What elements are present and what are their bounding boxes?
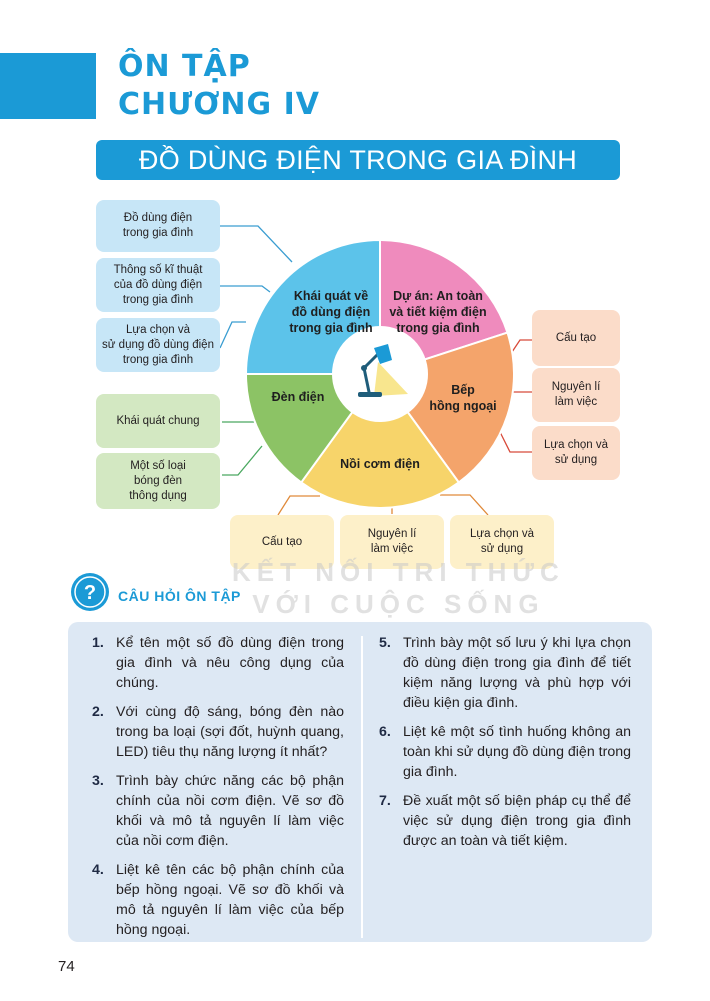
page-number: 74	[58, 958, 75, 975]
question-item	[92, 860, 344, 940]
section-title-banner: ĐỒ DÙNG ĐIỆN TRONG GIA ĐÌNH	[96, 140, 620, 180]
wheel-label-rice-cooker: Nồi cơm điện	[340, 457, 420, 471]
box-rice-principle: Nguyên lí làm việc	[340, 515, 444, 569]
connector-line	[220, 226, 292, 262]
box-rice-selection: Lựa chọn và sử dụng	[450, 515, 554, 569]
question-number: 7.	[379, 793, 391, 809]
question-item	[379, 633, 631, 713]
connector-line	[220, 286, 270, 292]
questions-left-column	[92, 633, 344, 949]
wheel-label-project: Dự án: An toàn và tiết kiệm điện trong gia đình	[389, 289, 487, 335]
connector-line	[278, 496, 320, 515]
question-number: 6.	[379, 724, 391, 740]
connector-line	[440, 495, 488, 515]
watermark: KẾT NỐI TRI THỨC VỚI CUỘC SỐNG	[232, 557, 565, 619]
questions-divider	[361, 636, 363, 938]
question-number: 5.	[379, 635, 391, 651]
connector-line	[512, 340, 532, 352]
question-text: Đề xuất một số biện pháp cụ thể để việc sử dụng điện trong gia đình được an toàn và tiết kiệm.	[403, 793, 631, 849]
question-item	[92, 771, 344, 851]
box-rice-structure: Cấu tạo	[230, 515, 334, 569]
questions-heading: CÂU HỎI ÔN TẬP	[118, 588, 241, 604]
question-text: Liệt kê tên các bộ phận chính của bếp hồng ngoại. Vẽ sơ đồ khối và mô tả nguyên lí làm việc của bếp hồng ngoại.	[116, 862, 344, 938]
question-number: 2.	[92, 704, 104, 720]
box-technical-specs: Thông số kĩ thuật của đồ dùng điện trong gia đình	[96, 258, 220, 312]
desk-lamp-icon	[338, 332, 422, 416]
question-text: Với cùng độ sáng, bóng đèn nào trong ba loại (sợi đốt, huỳnh quang, LED) tiêu thụ năng lượng ít nhất?	[116, 704, 344, 760]
box-household-appliances: Đồ dùng điện trong gia đình	[96, 200, 220, 252]
connector-line	[500, 432, 532, 452]
question-number: 1.	[92, 635, 104, 651]
question-text: Liệt kê một số tình huống không an toàn khi sử dụng đồ dùng điện trong gia đình.	[403, 724, 631, 780]
chapter-title-line2: CHƯƠNG IV	[118, 87, 320, 122]
box-selection-usage: Lựa chọn và sử dụng đồ dùng điện trong gia đình	[96, 318, 220, 372]
question-mark-icon	[70, 572, 110, 612]
wheel-label-overview: Khái quát về đồ dùng điện trong gia đình	[289, 289, 373, 335]
box-cooker-selection: Lựa chọn và sử dụng	[532, 426, 620, 480]
question-number: 3.	[92, 773, 104, 789]
box-cooker-structure: Cấu tạo	[532, 310, 620, 366]
question-number: 4.	[92, 862, 104, 878]
chapter-title-line1: ÔN TẬP	[118, 49, 251, 84]
question-text: Trình bày một số lưu ý khi lựa chọn đồ dùng điện trong gia đình để tiết kiệm năng lượng và phù hợp với điều kiện gia đình.	[403, 635, 631, 711]
connector-line	[220, 322, 246, 348]
wheel-label-lamp: Đèn điện	[271, 390, 325, 404]
box-lamp-overview: Khái quát chung	[96, 394, 220, 448]
wheel-label-infrared-cooker: Bếp hồng ngoại	[429, 383, 497, 413]
question-text: Trình bày chức năng các bộ phận chính của nồi cơm điện. Vẽ sơ đồ khối và mô tả nguyên lí làm việc của nồi cơm điện.	[116, 773, 344, 849]
question-item	[379, 791, 631, 851]
connector-line	[222, 446, 262, 475]
svg-text:?: ?	[83, 582, 97, 604]
question-text: Kể tên một số đồ dùng điện trong gia đình và nêu công dụng của chúng.	[116, 635, 344, 691]
box-cooker-principle: Nguyên lí làm việc	[532, 368, 620, 422]
question-item	[92, 633, 344, 693]
question-item	[379, 722, 631, 782]
box-lamp-types: Một số loại bóng đèn thông dụng	[96, 453, 220, 509]
questions-right-column	[379, 633, 631, 860]
question-item	[92, 702, 344, 762]
